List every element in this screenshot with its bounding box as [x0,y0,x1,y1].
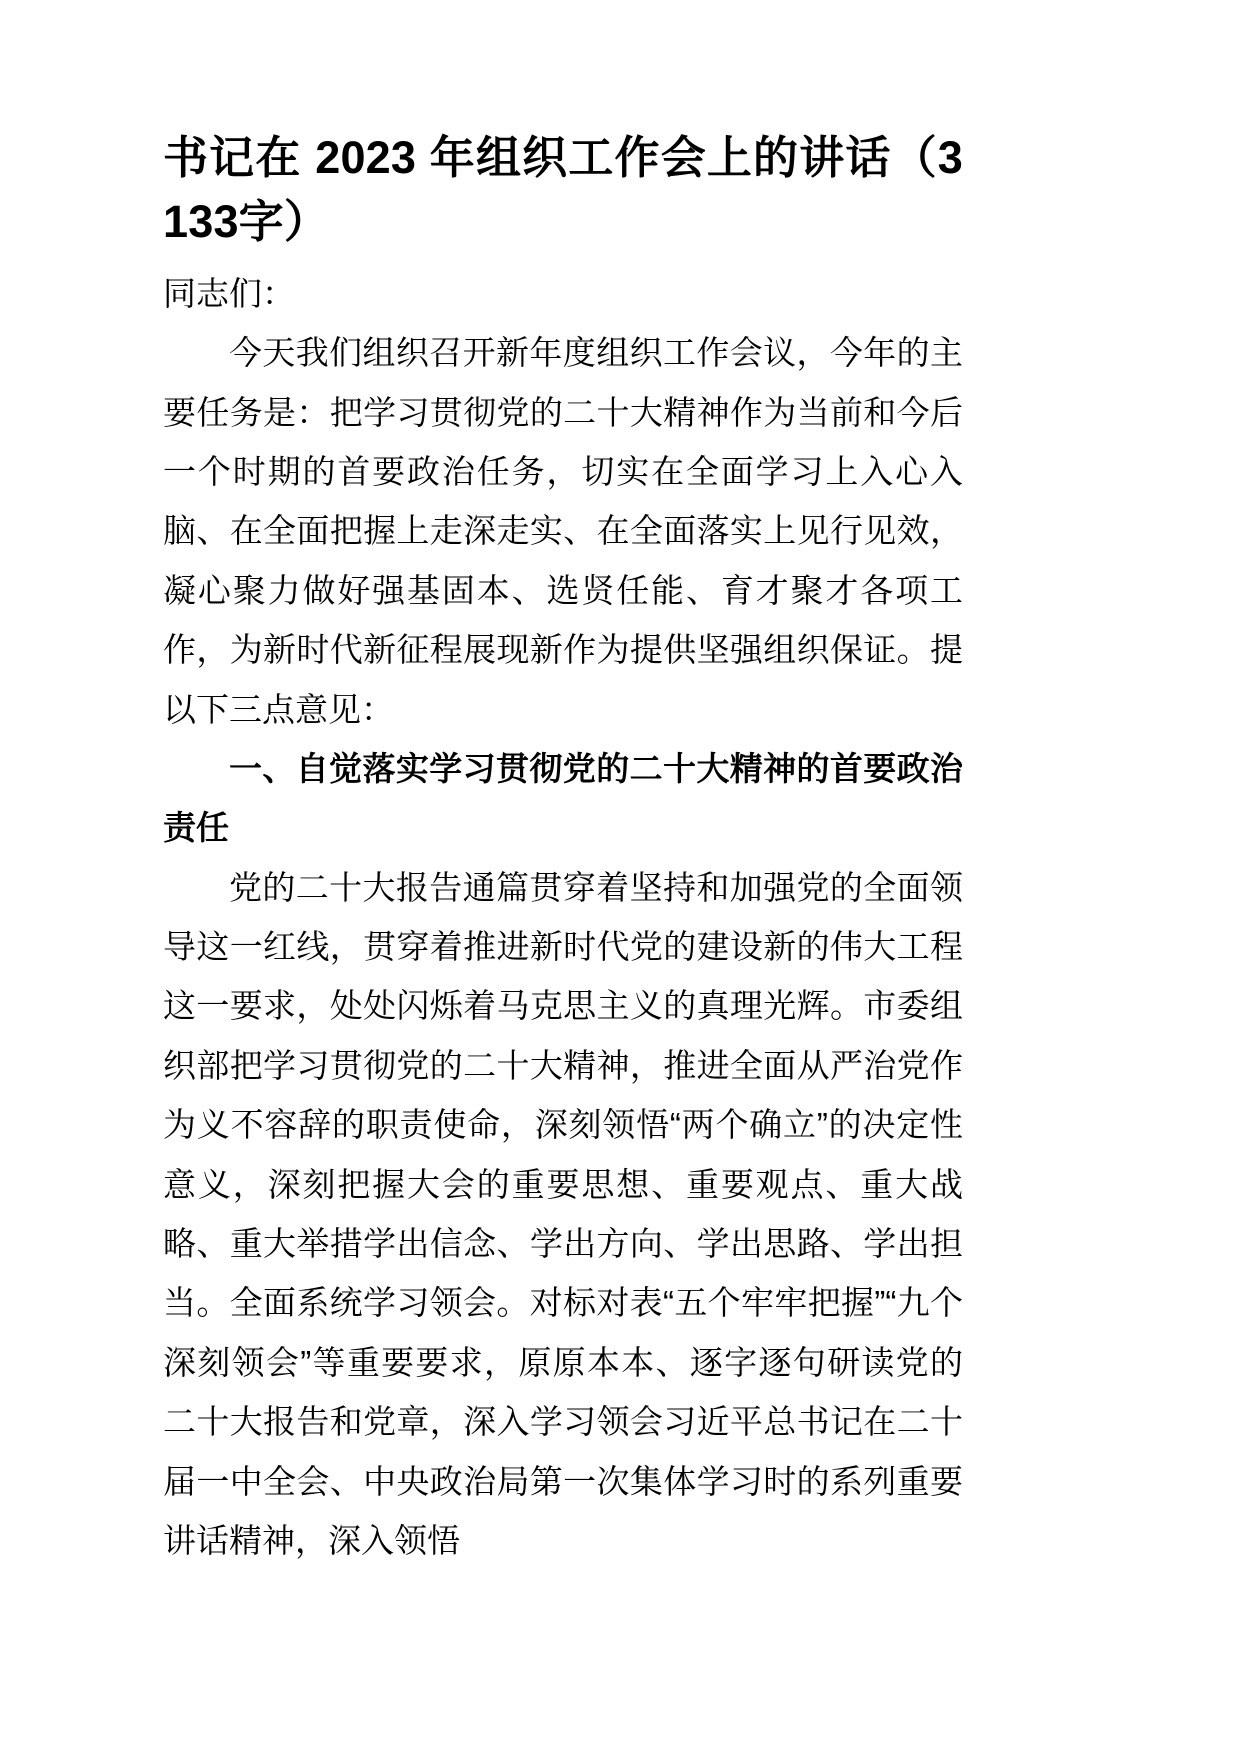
paragraph-intro: 今天我们组织召开新年度组织工作会议，今年的主要任务是：把学习贯彻党的二十大精神作为当前和今后一个时期的首要政治任务，切实在全面学习上入心入脑、在全面把握上走深走实、在全面落实上见行见效，凝心聚力做好强基固本、选贤任能、育才聚才各项工作，为新时代新征程展现新作为提供坚强组织保证。提以下三点意见： [163,334,963,728]
paragraph-section-1-body: 党的二十大报告通篇贯穿着坚持和加强党的全面领导这一红线，贯穿着推进新时代党的建设新的伟大工程这一要求，处处闪烁着马克思主义的真理光辉。市委组织部把学习贯彻党的二十大精神，推进全面从严治党作为义不容辞的职责使命，深刻领悟“两个确立”的决定性意义，深刻把握大会的重要思想、重要观点、重大战略、重大举措学出信念、学出方向、学出思路、学出担当。全面系统学习领会。对标对表“五个牢牢把握”“九个深刻领会”等重要要求，原原本本、逐字逐句研读党的二十大报告和党章，深入学习领会习近平总书记在二十届一中全会、中央政治局第一次集体学习时的系列重要讲话精神，深入领悟 [163,868,963,1559]
document-title: 书记在 2023 年组织工作会上的讲话（3133字） [163,132,963,247]
section-heading-1: 一、自觉落实学习贯彻党的二十大精神的首要政治责任 [163,749,963,847]
salutation: 同志们： [163,274,295,312]
page-content [163,126,963,1570]
